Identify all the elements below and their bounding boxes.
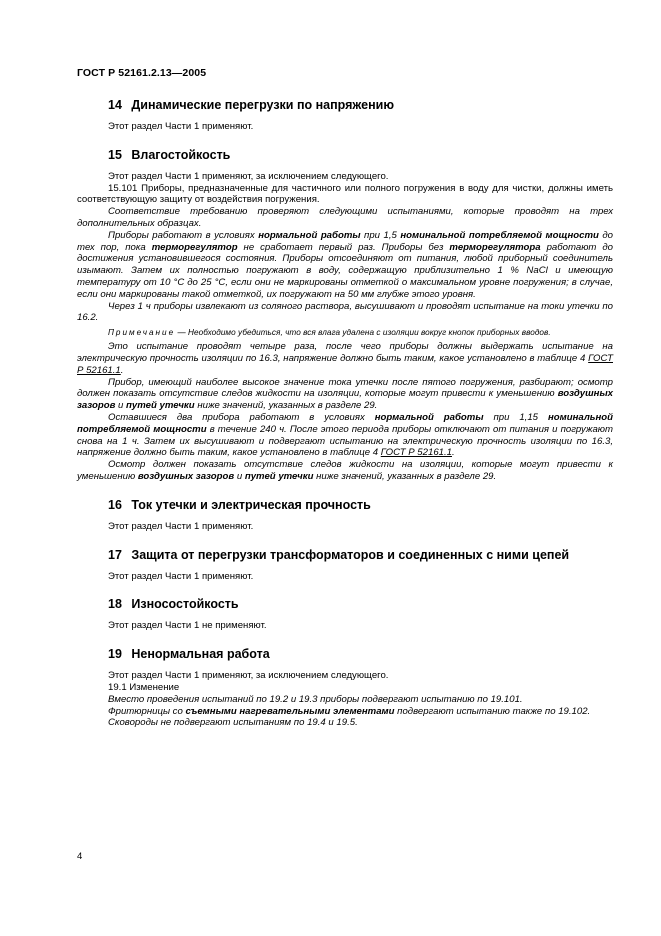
paragraph: Вместо проведения испытаний по 19.2 и 19.3 приборы подвергают испытанию по 19.101. [108, 693, 523, 705]
section-heading [108, 97, 613, 113]
section-title: Ненормальная работа [131, 647, 270, 662]
section-number: 18 [108, 597, 122, 612]
section-number: 17 [108, 547, 122, 562]
paragraph: Соответствие требованию проверяют следующими испытаниями, которые проводят на трех дополнительных образцах. [77, 206, 613, 229]
section-title: Динамические перегрузки по напряжению [131, 98, 394, 112]
paragraph: Прибор, имеющий наиболее высокое значение тока утечки после пятого погружения, разбирают; осмотр должен показать отсутствие следов жидкости на изоляции, которые могут привести к уменьшению воздушных зазоров и путей утечки ниже значений, указанных в разделе 29. [77, 376, 613, 412]
paragraph: Этот раздел Части 1 применяют. [108, 570, 254, 582]
section-14 [77, 97, 613, 133]
section-number: 15 [108, 147, 122, 162]
paragraph: Этот раздел Части 1 применяют. [108, 520, 254, 532]
paragraph: Этот раздел Части 1 применяют. [108, 121, 254, 132]
section-title: Ток утечки и электрическая прочность [131, 497, 371, 512]
paragraph: Приборы работают в условиях нормальной работы при 1,5 номинальной потребляемой мощности до тех пор, пока терморегулятор не сработает первый раз. Приборы без терморегуляторa работают до достижения установившегося состояния. Приборы отсоединяют от питания, любой приборный соединитель изымают. Затем их полностью погружают в воду, содержащую приблизительно 1 % NaCl и имеющую температуру от 10 °С до 25 °С, если они не маркированы отметкой о максимальном уровне погружения; в случае, если они маркированы такой отметкой, их погружают на 50 мм глубже этого уровня. [77, 229, 614, 300]
paragraph: Оставшиеся два прибора работают в условиях нормальной работы при 1,15 номинальной потребляемой мощности в течение 240 ч. После этого периода приборы отключают от питания и погружают снова на 1 ч. Затем их высушивают и подвергают испытанию на электрическую прочность изоляции по 16.3, напряжение должно быть таким, какое установлено в таблице 4 ГОСТ Р 52161.1. [77, 411, 613, 459]
paragraph: Этот раздел Части 1 применяют, за исключением следующего. [108, 170, 389, 182]
section-19 [77, 646, 613, 729]
paragraph: Фритюрницы со съемными нагревательными элементами подвергают испытанию также по 19.102. [108, 705, 591, 717]
section-heading [108, 646, 613, 662]
note [77, 327, 613, 338]
paragraph: Этот раздел Части 1 не применяют. [108, 620, 267, 632]
section-17 [77, 547, 613, 583]
section-title: Влагостойкость [131, 147, 231, 162]
page-number: 4 [77, 851, 83, 862]
section-number: 14 [108, 98, 122, 112]
section-title: Износостойкость [131, 597, 239, 612]
section-15 [77, 147, 613, 483]
document-body [77, 97, 613, 743]
section-16 [77, 497, 613, 533]
section-heading [108, 147, 613, 163]
paragraph: Через 1 ч приборы извлекают из соляного раствора, высушивают и проводят испытание на токи утечки по 16.2. [77, 300, 613, 324]
section-number: 19 [108, 647, 122, 662]
section-number: 16 [108, 497, 122, 512]
paragraph: 19.1 Изменение [108, 681, 180, 693]
note-text: — Необходимо убедиться, что вся влага удалена с изоляции вокруг кнопок приборных вводов. [175, 328, 551, 338]
standard-reference-link[interactable]: ГОСТ Р 52161.1 [77, 352, 613, 376]
section-heading [108, 547, 613, 563]
section-heading [108, 596, 613, 612]
section-heading [108, 497, 613, 513]
paragraph: Это испытание проводят четыре раза, после чего приборы должны выдержать испытание на электрическую прочность изоляции по 16.3, напряжение должно быть таким, какое установлено в таблице 4 ГОСТ Р 52161.1. [77, 341, 613, 376]
paragraph: Осмотр должен показать отсутствие следов жидкости на изоляции, которые могут привести к уменьшению воздушных зазоров и путей утечки ниже значений, указанных в разделе 29. [77, 459, 613, 482]
section-title: Защита от перегрузки трансформаторов и соединенных с ними цепей [131, 547, 570, 562]
document-code-header: ГОСТ Р 52161.2.13—2005 [77, 67, 207, 79]
standard-reference-link[interactable]: ГОСТ Р 52161.1 [380, 447, 452, 459]
section-18 [77, 596, 613, 632]
note-label: Примечание [108, 328, 176, 338]
paragraph: 15.101 Приборы, предназначенные для частичного или полного погружения в воду для чистки, должны иметь соответствующую защиту от воздействия погружения. [77, 182, 613, 206]
paragraph: Сковороды не подвергают испытаниям по 19.4 и 19.5. [108, 717, 358, 729]
paragraph: Этот раздел Части 1 применяют, за исключением следующего. [108, 670, 389, 682]
